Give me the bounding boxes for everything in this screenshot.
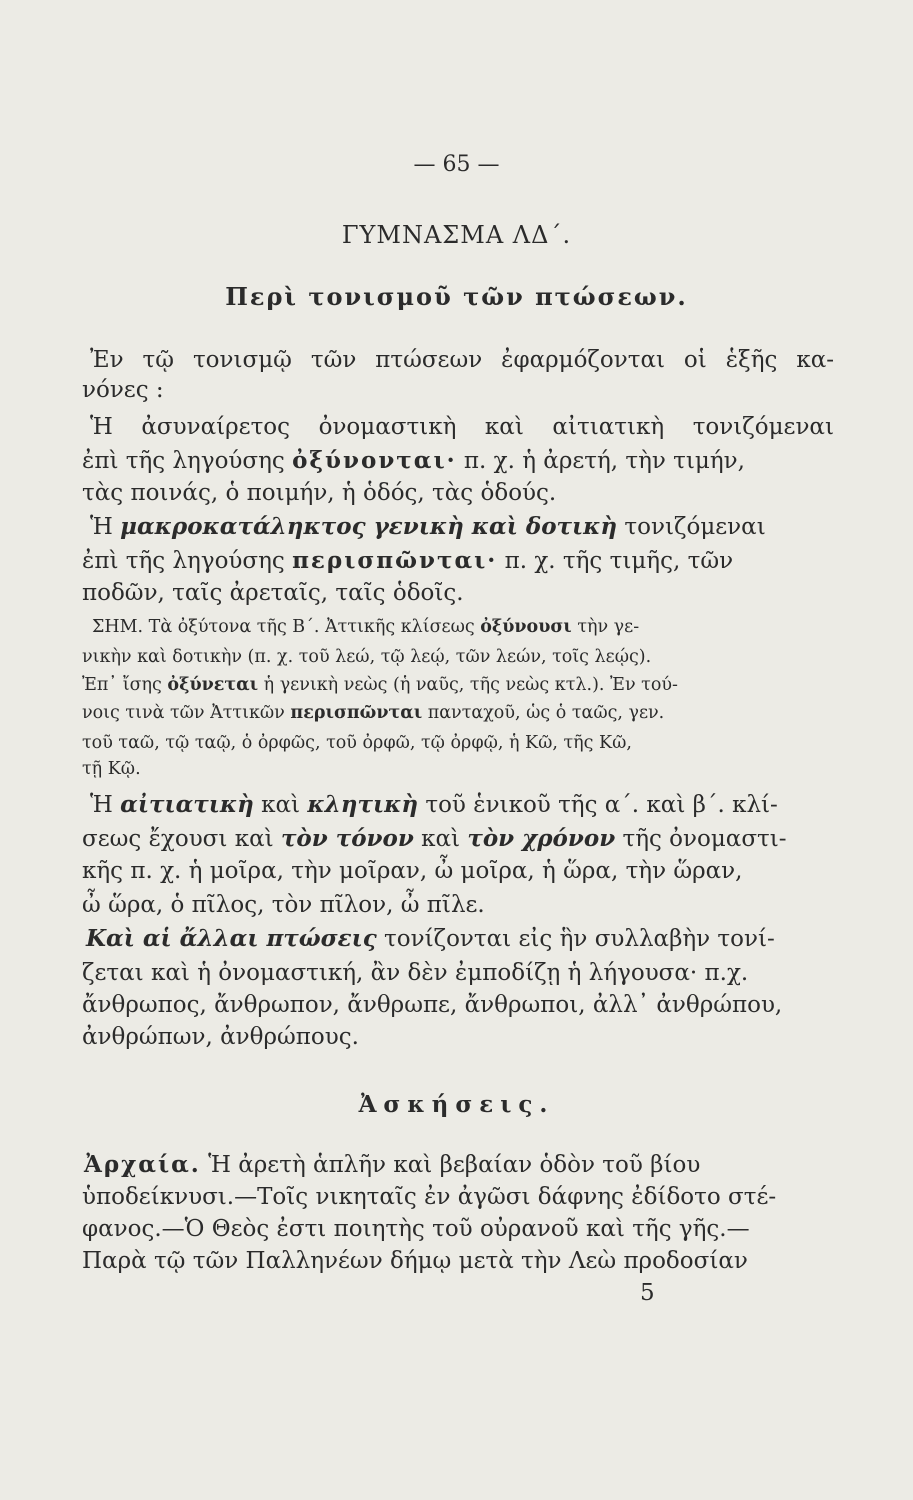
paragraph-line: φανος.—Ὁ Θεὸς ἐστι ποιητὴς τοῦ οὐρανοῦ καὶ τῆς γῆς.— <box>82 1216 750 1242</box>
paragraph-line: κῆς π. χ. ἡ μοῖρα, τὴν μοῖραν, ὦ μοῖρα, ἡ ὥρα, τὴν ὥραν, <box>82 858 743 884</box>
paragraph-line: ζεται καὶ ἡ ὀνομαστική, ἂν δὲν ἐμποδίζῃ ἡ λήγουσα· π.χ. <box>82 960 749 986</box>
paragraph-line: νόνες : <box>82 377 164 403</box>
paragraph-line: Ἡ μακροκατάληκτος γενικὴ καὶ δοτικὴ τονιζόμεναι <box>90 513 766 540</box>
paragraph-line: ἄνθρωπος, ἄνθρωπον, ἄνθρωπε, ἄνθρωποι, ἀλλ᾽ ἀνθρώπου, <box>82 992 783 1018</box>
paragraph-line: Ἐν τῷ τονισμῷ τῶν πτώσεων ἐφαρμόζονται οἱ ἑξῆς κα- <box>90 347 834 373</box>
paragraph-line: ἐπὶ τῆς ληγούσης περισπῶνται· π. χ. τῆς τιμῆς, τῶν <box>82 547 734 574</box>
paragraph-line: τὰς ποινάς, ὁ ποιμήν, ἡ ὁδός, τὰς ὁδούς. <box>82 480 557 506</box>
paragraph-line: ποδῶν, ταῖς ἀρεταῖς, ταῖς ὁδοῖς. <box>82 580 464 606</box>
paragraph-line: Καὶ αἱ ἄλλαι πτώσεις τονίζονται εἰς ἣν συλλαβὴν τονί- <box>86 925 775 952</box>
section-label: Ἀρχαία. <box>84 1151 201 1178</box>
exercise-title: ΓΥΜΝΑΣΜΑ ΛΔ΄. <box>341 221 572 249</box>
emphasis: μακροκατάληκτος γενικὴ καὶ δοτικὴ <box>120 513 618 540</box>
paragraph-line: ὑποδείκνυσι.—Τοῖς νικηταῖς ἐν ἀγῶσι δάφνης ἐδίδοτο στέ- <box>82 1184 777 1210</box>
note-line: τῇ Κῷ. <box>82 759 141 779</box>
paragraph-line: σεως ἔχουσι καὶ τὸν τόνον καὶ τὸν χρόνον τῆς ὀνομαστι- <box>82 825 787 852</box>
note-line: τοῦ ταῶ, τῷ ταῷ, ὁ ὀρφῶς, τοῦ ὀρφῶ, τῷ ὀρφῷ, ἡ Κῶ, τῆς Κῶ, <box>82 733 632 753</box>
paragraph-line: Ἀρχαία. Ἡ ἀρετὴ ἁπλῆν καὶ βεβαίαν ὁδὸν τοῦ βίου <box>84 1151 701 1178</box>
note-line: ΣΗΜ. Τὰ ὀξύτονα τῆς Β΄. Ἀττικῆς κλίσεως ὀξύνουσι τὴν γε- <box>92 617 640 637</box>
paragraph-line: Ἡ ἀσυναίρετος ὀνομαστικὴ καὶ αἰτιατικὴ τονιζόμεναι <box>90 414 834 440</box>
signature-mark: 5 <box>640 1280 655 1306</box>
paragraph-line: ὦ ὥρα, ὁ πῖλος, τὸν πῖλον, ὦ πῖλε. <box>82 892 485 918</box>
note-line: Ἐπ᾽ ἴσης ὀξύνεται ἡ γενικὴ νεὼς (ἡ ναῦς, τῆς νεὼς κτλ.). Ἐν τού- <box>82 675 678 695</box>
paragraph-line: ἀνθρώπων, ἀνθρώπους. <box>82 1024 359 1050</box>
exercises-title: Ἀσκήσεις. <box>358 1091 555 1118</box>
note-line: νοις τινὰ τῶν Ἀττικῶν περισπῶνται πανταχοῦ, ὡς ὁ ταῶς, γεν. <box>82 703 665 723</box>
paragraph-line: Παρὰ τῷ τῶν Παλληνέων δήμῳ μετὰ τὴν Λεὼ προδοσίαν <box>82 1248 748 1274</box>
page-number: — 65 — <box>413 152 500 177</box>
emphasis: ὀξύνονται· <box>292 447 457 474</box>
section-title: Περὶ τονισμοῦ τῶν πτώσεων. <box>225 282 688 311</box>
note-line: νικὴν καὶ δοτικὴν (π. χ. τοῦ λεώ, τῷ λεῴ, τῶν λεών, τοῖς λεῴς). <box>82 647 652 667</box>
paragraph-line: Ἡ αἰτιατικὴ καὶ κλητικὴ τοῦ ἑνικοῦ τῆς α΄. καὶ β΄. κλί- <box>90 791 778 818</box>
emphasis: περισπῶνται· <box>292 547 498 574</box>
paragraph-line: ἐπὶ τῆς ληγούσης ὀξύνονται· π. χ. ἡ ἀρετή, τὴν τιμήν, <box>82 447 745 474</box>
